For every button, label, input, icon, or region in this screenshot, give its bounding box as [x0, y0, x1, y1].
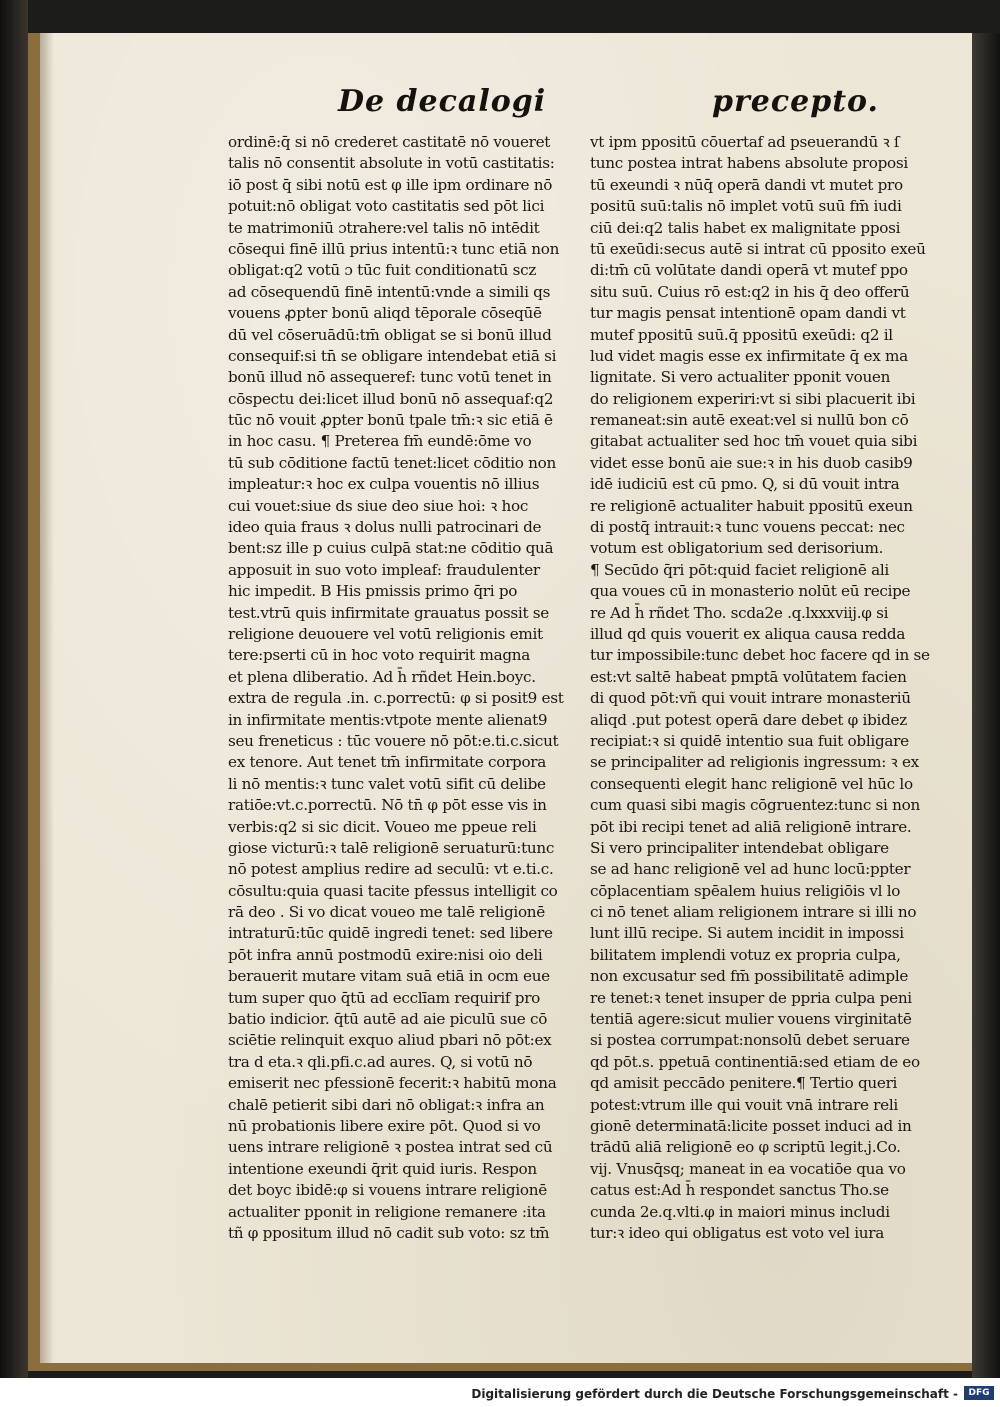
page-gutter-shadow — [40, 33, 54, 1363]
text-line: dū vel cōseruādū:tm̄ obligat se si bonū illud — [228, 325, 552, 344]
text-line: si postea corrumpat:nonsolū debet seruare — [590, 1031, 910, 1050]
text-line: votum est obligatorium sed derisorium. — [590, 539, 884, 558]
running-head-right: precepto. — [712, 84, 879, 119]
text-line: ex tenore. Aut tenet tm̄ infirmitate corpora — [228, 753, 547, 772]
text-line: lignitate. Si vero actualiter pponit vouen — [590, 368, 891, 387]
text-line: rā deo . Si vo dicat voueo me talē religionē — [228, 903, 545, 922]
text-line: vouens ꝓpter bonū aliqd tēporale cōseqūē — [228, 304, 542, 323]
text-line: obligat:q2 votū ɔ tūc fuit conditionatū scz — [228, 261, 537, 280]
text-line: ad cōsequendū finē intentū:vnde a simili qs — [228, 282, 551, 301]
text-line: consequif:si tn̄ se obligare intendebat etiā si — [228, 346, 557, 365]
text-line: apposuit in suo voto impleaf: fraudulenter — [228, 560, 540, 579]
text-line: di:tm̄ cū volūtate dandi operā vt mutef ppo — [590, 261, 908, 280]
text-line: non excusatur sed fm̄ possibilitatē adimple — [590, 967, 909, 986]
text-line: giose victurū:ꝛ talē religionē seruaturū:tunc — [228, 838, 555, 857]
text-line: lud videt magis esse ex infirmitate q̄ ex ma — [590, 346, 908, 365]
text-line: emiserit nec pfessionē fecerit:ꝛ habitū mona — [228, 1074, 557, 1093]
book-spine — [0, 0, 28, 1378]
text-line: tū sub cōditione factū tenet:licet cōditio non — [228, 453, 556, 472]
text-line: tentiā agere:sicut mulier vouens virginitatē — [590, 1010, 912, 1029]
text-line: cunda 2e.q.vlti.φ in maiori minus includi — [590, 1202, 890, 1221]
text-line: batio indicior. q̄tū autē ad aie piculū sue cō — [228, 1010, 548, 1029]
text-line: actualiter pponit in religione remanere :ita — [228, 1202, 546, 1221]
text-line: bonū illud nō assequeref: tunc votū tenet in — [228, 368, 552, 387]
text-line: det boyc ibidē:φ si vouens intrare religionē — [228, 1181, 547, 1200]
text-line: remaneat:sin autē exeat:vel si nullū bon cō — [590, 411, 909, 430]
text-line: cōspectu dei:licet illud bonū nō assequaf:q2 — [228, 389, 554, 408]
text-line: potest:vtrum ille qui vouit vnā intrare reli — [590, 1095, 898, 1114]
text-line: trādū aliā religionē eo φ scriptū legit.j.Co. — [590, 1138, 901, 1157]
text-line: cui vouet:siue ds siue deo siue hoi: ꝛ hoc — [228, 496, 529, 515]
text-line: videt esse bonū aie sue:ꝛ in his duob casib9 — [590, 453, 913, 472]
text-line: ratiōe:vt.c.porrectū. Nō tn̄ φ pōt esse vis in — [228, 796, 547, 815]
text-line: idē iudiciū est cū pmo. Q, si dū vouit intra — [590, 475, 900, 494]
text-line: tur:ꝛ ideo qui obligatus est voto vel iura — [590, 1223, 884, 1242]
text-column-left — [228, 132, 576, 1244]
text-line: intraturū:tūc quidē ingredi tenet: sed libere — [228, 924, 553, 943]
text-line: nō potest amplius redire ad seculū: vt e.ti.c. — [228, 860, 554, 879]
text-line: qd pōt.s. ppetuā continentiā:sed etiam de eo — [590, 1052, 920, 1071]
text-line: tū exeūdi:secus autē si intrat cū pposito exeū — [590, 239, 926, 258]
text-line: chalē petierit sibi dari nō obligat:ꝛ infra an — [228, 1095, 545, 1114]
text-line: in hoc casu. ¶ Preterea fm̄ eundē:ōme vo — [228, 432, 532, 451]
text-line: talis nō consentit absolute in votū castitatis: — [228, 154, 555, 173]
text-line: li nō mentis:ꝛ tunc valet votū sifit cū delibe — [228, 774, 546, 793]
text-line: tñ φ ppositum illud nō cadit sub voto: sz tm̄ — [228, 1223, 550, 1242]
text-line: re religionē actualiter habuit ppositū exeun — [590, 496, 913, 515]
text-line: vt ipm ppositū cōuertaf ad pseuerandū ꝛ ſ — [590, 133, 900, 151]
text-line: tūc nō vouit ꝓpter bonū tpale tm̄:ꝛ sic etiā ē — [228, 411, 553, 430]
text-line: est:vt saltē habeat pmptā volūtatem facien — [590, 667, 907, 686]
text-line: tunc postea intrat habens absolute proposi — [590, 154, 908, 173]
text-line: di quod pōt:vñ qui vouit intrare monasteriū — [590, 689, 911, 708]
text-line: cōplacentiam spēalem huius religiōis vl lo — [590, 881, 901, 900]
text-line: tur impossibile:tunc debet hoc facere qd in se — [590, 646, 930, 665]
text-column-right — [590, 132, 944, 1244]
text-line: extra de regula .in. c.porrectū: φ si posit9 est — [228, 689, 564, 708]
text-line: et plena dliberatio. Ad h̄ rñdet Hein.boyc. — [228, 667, 536, 686]
dfg-logo: DFG — [964, 1386, 994, 1400]
text-line: re tenet:ꝛ tenet insuper de ppria culpa peni — [590, 988, 912, 1007]
text-line: ordinē:q̄ si nō crederet castitatē nō voueret — [228, 133, 551, 151]
text-line: Si vero principaliter intendebat obligare — [590, 838, 889, 857]
text-line: vij. Vnusq̄sq; maneat in ea vocatiōe qua vo — [590, 1159, 906, 1178]
text-line: catus est:Ad h̄ respondet sanctus Tho.se — [590, 1181, 889, 1200]
text-line: do religionem experiri:vt si sibi placuerit ibi — [590, 389, 916, 408]
text-line: di postq̄ intrauit:ꝛ tunc vouens peccat: nec — [590, 518, 905, 537]
text-line: se principaliter ad religionis ingressum: ꝛ ex — [590, 753, 919, 772]
text-line: in infirmitate mentis:vtpote mente alienat9 — [228, 710, 548, 729]
text-line: intentione exeundi q̄rit quid iuris. Respon — [228, 1159, 537, 1178]
text-line: potuit:nō obligat voto castitatis sed pōt lici — [228, 197, 545, 216]
text-line: iō post q̄ sibi notū est φ ille ipm ordinare nō — [228, 175, 553, 194]
text-line: ¶ Secūdo q̄ri pōt:quid faciet religionē ali — [590, 560, 889, 579]
text-line: pōt ibi recipi tenet ad aliā religionē intrare. — [590, 817, 912, 836]
text-line: ciū dei:q2 talis habet ex malignitate pposi — [590, 218, 901, 237]
text-line: cum quasi sibi magis cōgruentez:tunc si non — [590, 796, 920, 815]
text-line: situ suū. Cuius rō est:q2 in his q̄ deo offerū — [590, 282, 910, 301]
text-line: qua voues cū in monasterio nolūt eū recipe — [590, 582, 911, 601]
running-head-left: De decalogi — [338, 84, 547, 119]
text-line: positū suū:talis nō implet votū suū fm̄ iudi — [590, 197, 902, 216]
text-line: bilitatem implendi votuz ex propria culpa, — [590, 945, 901, 964]
text-line: qd amisit peccādo penitere.¶ Tertio queri — [590, 1074, 898, 1093]
text-line: hic impedit. B His pmissis primo q̄ri po — [228, 582, 518, 601]
text-line: ideo quia fraus ꝛ dolus nulli patrocinari de — [228, 518, 542, 537]
book-right-edge — [972, 33, 1000, 1378]
text-line: test.vtrū quis infirmitate grauatus possit se — [228, 603, 549, 622]
text-line: impleatur:ꝛ hoc ex culpa vouentis nō illius — [228, 475, 540, 494]
text-line: bent:sz ille p cuius culpā stat:ne cōditio quā — [228, 539, 554, 558]
text-line: religione deuouere vel votū religionis emit — [228, 624, 543, 643]
text-line: ci nō tenet aliam religionem intrare si illi no — [590, 903, 917, 922]
funding-credit: Digitalisierung gefördert durch die Deutsche Forschungsgemeinschaft - — [471, 1387, 958, 1401]
text-line: tra d eta.ꝛ qli.pfi.c.ad aures. Q, si votū nō — [228, 1052, 533, 1071]
text-line: tur magis pensat intentionē opam dandi vt — [590, 304, 906, 323]
text-line: illud qd quis vouerit ex aliqua causa redda — [590, 624, 906, 643]
text-line: tum super quo q̄tū ad ecclīam requirif pro — [228, 988, 540, 1007]
text-line: tere:pserti cū in hoc voto requirit magna — [228, 646, 531, 665]
text-line: berauerit mutare vitam suā etiā in ocm eue — [228, 967, 550, 986]
text-line: seu freneticus : tūc vouere nō pōt:e.ti.c.sicut — [228, 731, 559, 750]
text-line: se ad hanc religionē vel ad hunc locū:ppter — [590, 860, 911, 879]
text-line: pōt infra annū postmodū exire:nisi oio deli — [228, 945, 543, 964]
text-line: nū probationis libere exire pōt. Quod si vo — [228, 1116, 541, 1135]
text-line: cōsequi finē illū prius intentū:ꝛ tunc etiā non — [228, 239, 560, 258]
text-line: lunt illū recipe. Si autem incidit in impossi — [590, 924, 904, 943]
text-line: sciētie relinquit exquo aliud pbari nō pōt:ex — [228, 1031, 552, 1050]
text-line: cōsultu:quia quasi tacite pfessus intelligit co — [228, 881, 558, 900]
text-line: te matrimoniū ɔtrahere:vel talis nō intēdit — [228, 218, 540, 237]
text-line: aliqd .put potest operā dare debet φ ibidez — [590, 710, 907, 729]
text-line: re Ad h̄ rñdet Tho. scda2e .q.lxxxviij.φ si — [590, 603, 889, 622]
text-line: mutef ppositū suū.q̄ ppositū exeūdi: q2 il — [590, 325, 893, 344]
text-line: verbis:q2 si sic dicit. Voueo me ppeue reli — [228, 817, 537, 836]
text-line: tū exeundi ꝛ nūq̄ operā dandi vt mutet pro — [590, 175, 903, 194]
text-line: recipiat:ꝛ si quidē intentio sua fuit obligare — [590, 731, 909, 750]
text-line: uens intrare religionē ꝛ postea intrat sed cū — [228, 1138, 553, 1157]
text-line: gionē determinatā:licite posset induci ad in — [590, 1116, 912, 1135]
text-line: gitabat actualiter sed hoc tm̄ vouet quia sibi — [590, 432, 918, 451]
text-line: consequenti elegit hanc religionē vel hūc lo — [590, 774, 913, 793]
